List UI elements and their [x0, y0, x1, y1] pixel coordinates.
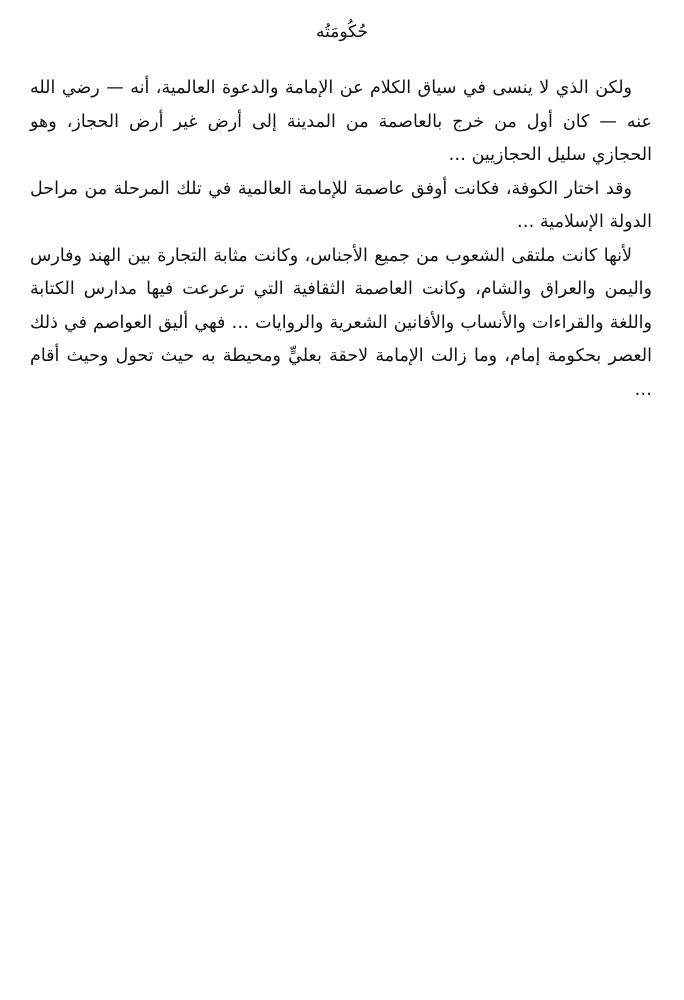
paragraph: لأنها كانت ملتقى الشعوب من جميع الأجناس، وكانت مثابة التجارة بين الهند وفارس واليمن والعراق والشام، وكانت العاصمة الثقافية التي ترعرعت فيها مدارس الكتابة واللغة والقراءات والأنساب والأفانين الشعرية والروايات … فهي أليق العواصم في ذلك العصر بحكومة إمام، وما زالت الإمامة لاحقة بعليٍّ ومحيطة به حيث تحول وحيث أقام … — [30, 245, 652, 400]
paragraph: وقد اختار الكوفة، فكانت أوفق عاصمة للإمامة العالمية في تلك المرحلة من مراحل الدولة الإسلامية … — [30, 178, 652, 232]
body-text — [30, 72, 652, 407]
page-title: حُكُومَتُه — [315, 22, 369, 42]
paragraph: ولكن الذي لا ينسى في سياق الكلام عن الإمامة والدعوة العالمية، أنه — رضي الله عنه — كان أول من خرج بالعاصمة من المدينة إلى أرض غير أرض الحجاز، وهو الحجازي سليل الحجازيين … — [30, 78, 652, 165]
